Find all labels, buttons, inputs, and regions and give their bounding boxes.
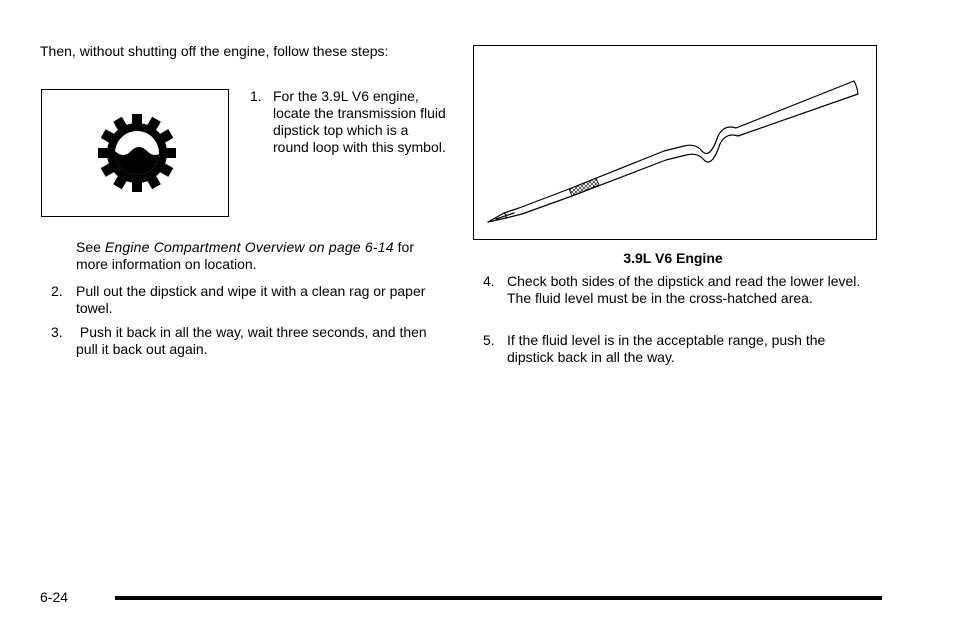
see-suffix: for more information on location. [76,239,414,272]
see-prefix: See [76,239,105,255]
step-4-text: Check both sides of the dipstick and read the lower level. The fluid level must be in the cross-hatched area. [507,273,861,306]
step-5-text: If the fluid level is in the acceptable range, push the dipstick back in all the way. [507,332,826,365]
cross-reference-link[interactable]: Engine Compartment Overview on page 6-14 [104,239,394,255]
see-note [76,239,446,273]
intro-paragraph: Then, without shutting off the engine, follow these steps: [40,43,389,59]
transmission-fluid-gear-icon [98,114,176,192]
step-2-text: Pull out the dipstick and wipe it with a clean rag or paper towel. [76,283,426,316]
figure-caption: 3.9L V6 Engine [623,250,723,266]
dipstick-figure [473,45,877,240]
footer-rule [115,596,882,600]
dipstick-illustration [474,46,875,238]
step-1-number: 1. [250,88,262,104]
step-4-number: 4. [483,273,495,289]
step-2-number: 2. [51,283,63,299]
step-5-number: 5. [483,332,495,348]
step-3-number: 3. [51,324,63,340]
step-1-text: For the 3.9L V6 engine, locate the transmission fluid dipstick top which is a round loop with this symbol. [273,88,446,155]
step-3-text: Push it back in all the way, wait three seconds, and then pull it back out again. [76,324,431,357]
page-number: 6-24 [40,589,69,605]
transmission-symbol-box [41,89,229,217]
